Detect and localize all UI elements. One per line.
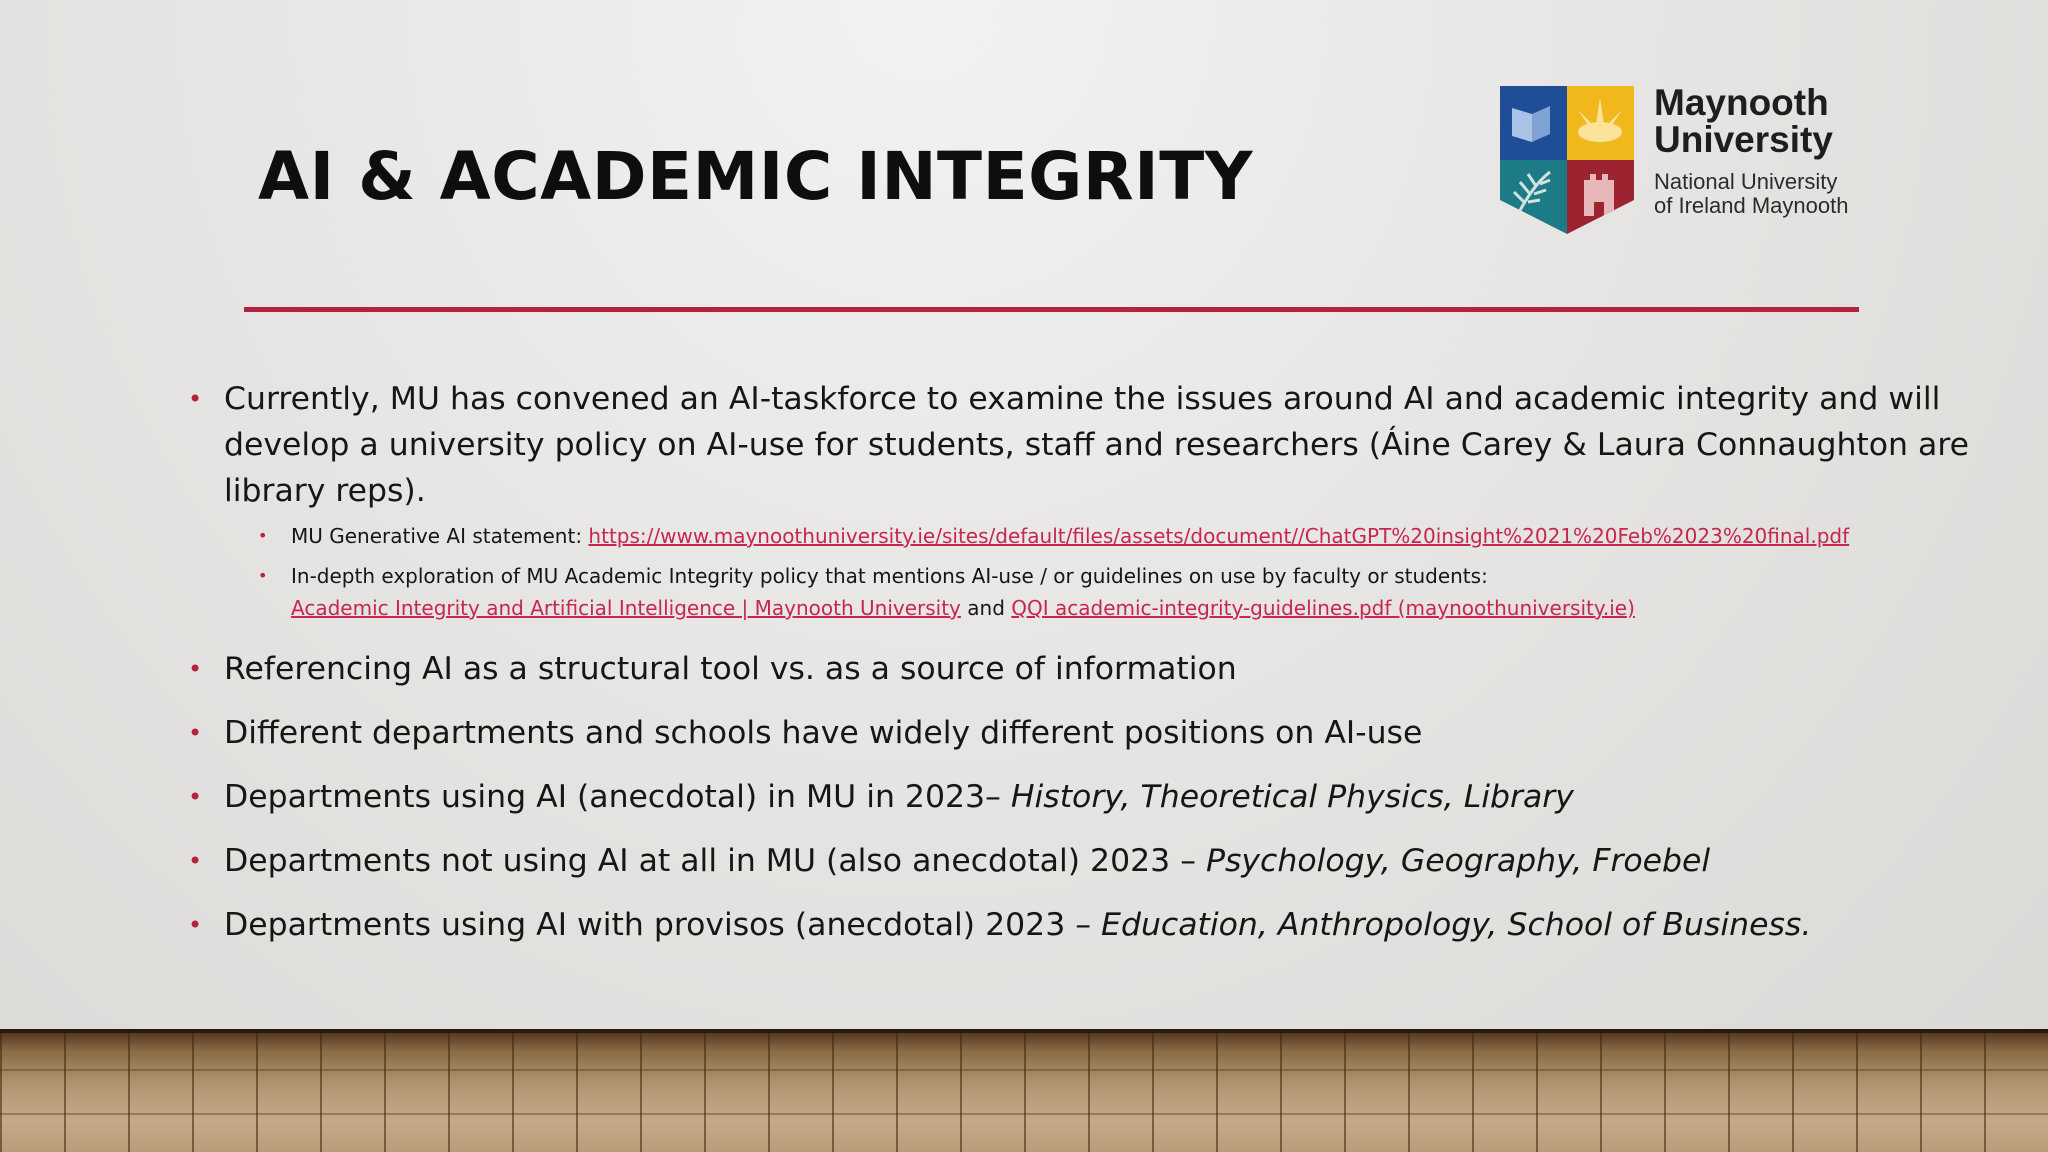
- sub-bullet-label: MU Generative AI statement:: [291, 524, 589, 548]
- bullet-dot-icon: •: [188, 719, 203, 747]
- bullet-text: Referencing AI as a structural tool vs. as a source of information: [224, 651, 1237, 687]
- bullet-emphasis: History, Theoretical Physics, Library: [1010, 779, 1574, 815]
- bullet-text: Different departments and schools have widely different positions on AI-use: [224, 715, 1423, 751]
- bullet-departments-not-using-ai: [188, 838, 1978, 884]
- bullet-text: Currently, MU has convened an AI-taskforce to examine the issues around AI and academic integrity and will develop a university policy on AI-use for students, staff and researchers (Áine Carey & Laura Connaughton are library reps).: [224, 381, 1969, 509]
- bullet-text: Departments not using AI at all in MU (also anecdotal) 2023 –: [224, 843, 1206, 879]
- bullet-referencing-ai: [188, 646, 1978, 692]
- bullet-departments-using-ai: [188, 774, 1978, 820]
- sub-bullet-text: In-depth exploration of MU Academic Integrity policy that mentions AI-use / or guidelines on use by faculty or students:: [291, 564, 1488, 588]
- floor-plank-seam: [0, 1113, 2048, 1115]
- academic-integrity-ai-link[interactable]: Academic Integrity and Artificial Intelligence | Maynooth University: [291, 596, 961, 620]
- bullet-dot-icon: •: [258, 526, 268, 545]
- qqi-guidelines-link[interactable]: QQI academic-integrity-guidelines.pdf (maynoothuniversity.ie): [1011, 596, 1635, 620]
- logo-sub-line2: of Ireland Maynooth: [1654, 193, 1849, 218]
- ai-statement-link[interactable]: https://www.maynoothuniversity.ie/sites/default/files/assets/document//ChatGPT%20insight%2021%20Feb%2023%20final.pdf: [588, 524, 1850, 548]
- wooden-floor-decoration: [0, 1029, 2048, 1152]
- bullet-text: Departments using AI with provisos (anecdotal) 2023 –: [224, 907, 1102, 943]
- title-divider: [244, 307, 1859, 312]
- sub-bullet-ai-statement: [258, 520, 1978, 552]
- bullet-emphasis: Education, Anthropology, School of Business.: [1101, 907, 1812, 943]
- logo-sub-line1: National University: [1654, 169, 1838, 194]
- sub-bullet-integrity-policy: [258, 560, 1978, 624]
- bullet-dot-icon: •: [188, 911, 203, 939]
- university-crest-icon: [1498, 84, 1638, 236]
- bullet-emphasis: Psychology, Geography, Froebel: [1205, 843, 1711, 879]
- bullet-department-positions: [188, 710, 1978, 756]
- bullet-taskforce: [188, 376, 1978, 514]
- maynooth-university-logo: [1498, 84, 1858, 236]
- logo-name-line2: University: [1654, 119, 1833, 160]
- sub-bullet-list: [258, 520, 1978, 624]
- logo-wordmark: [1654, 84, 1864, 218]
- bullet-list: [188, 376, 1978, 966]
- logo-name-line1: Maynooth: [1654, 82, 1829, 123]
- bullet-dot-icon: •: [188, 783, 203, 811]
- bullet-dot-icon: •: [258, 566, 268, 585]
- slide-title: AI & ACADEMIC INTEGRITY: [258, 138, 1254, 215]
- bullet-text: Departments using AI (anecdotal) in MU in 2023–: [224, 779, 1011, 815]
- bullet-dot-icon: •: [188, 655, 203, 683]
- bullet-dot-icon: •: [188, 385, 203, 413]
- bullet-departments-provisos: [188, 902, 1978, 948]
- floor-plank-seam: [0, 1069, 2048, 1071]
- bullet-dot-icon: •: [188, 847, 203, 875]
- and-text: and: [960, 596, 1012, 620]
